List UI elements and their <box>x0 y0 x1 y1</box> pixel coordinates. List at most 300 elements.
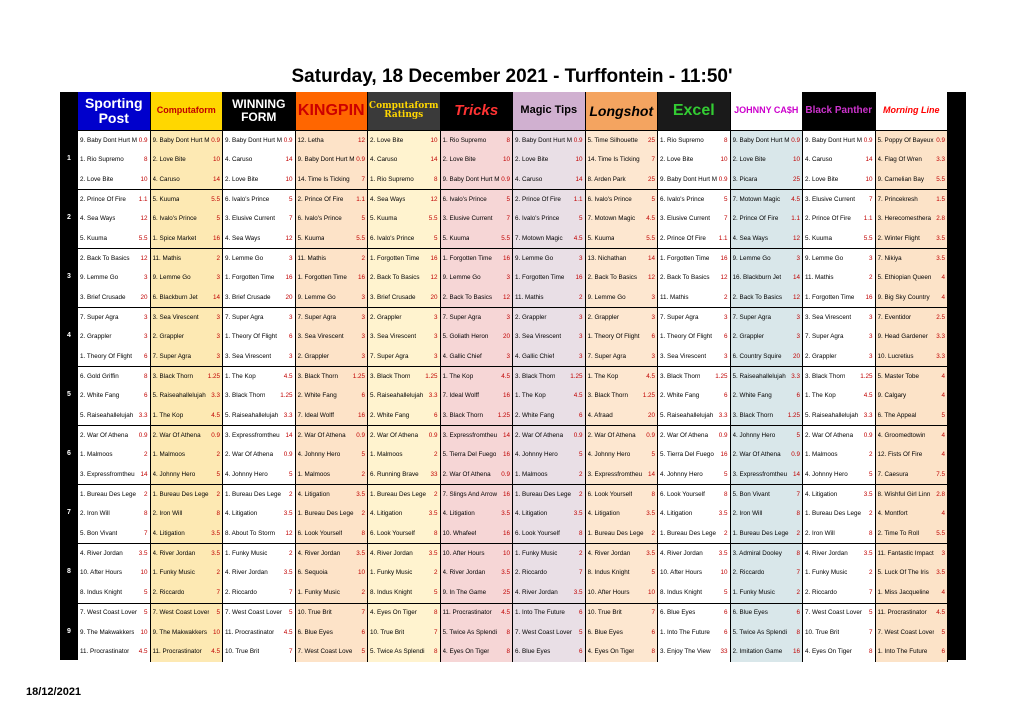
tip-cell <box>731 583 804 603</box>
horse-name: 3. Black Thorn <box>587 392 628 400</box>
horse-odds: 14 <box>285 156 293 164</box>
tip-cell <box>731 524 804 544</box>
horse-odds: 4 <box>941 373 945 381</box>
horse-odds: 5 <box>723 471 728 479</box>
horse-name: 1. Forgotten Time <box>225 274 275 282</box>
horse-odds: 3.5 <box>283 510 293 518</box>
horse-odds: 1.1 <box>138 195 148 203</box>
horse-odds: 14 <box>212 293 220 301</box>
horse-name: 9. Carnelian Bay <box>877 175 925 183</box>
tip-cell <box>876 622 949 642</box>
tip-cell <box>368 327 441 347</box>
horse-odds: 2 <box>433 491 438 499</box>
horse-odds: 12 <box>502 293 510 301</box>
tip-cell <box>441 228 514 248</box>
tip-cell <box>368 130 441 150</box>
tip-cell <box>151 268 224 288</box>
tip-cell <box>223 563 296 583</box>
horse-name: 2. Love Bite <box>370 136 404 144</box>
horse-name: 9. Calgary <box>877 392 907 400</box>
tip-cell <box>296 445 369 465</box>
tip-cell <box>586 268 659 288</box>
horse-name: 9. The Makwakkers <box>152 628 207 636</box>
horse-odds: 5 <box>578 628 583 636</box>
horse-odds: 8 <box>361 530 365 538</box>
tip-cell <box>803 406 876 426</box>
horse-odds: 4.5 <box>573 234 583 242</box>
tip-cell <box>368 347 441 367</box>
horse-odds: 2 <box>578 293 583 301</box>
horse-name: 1. Bureau Des Lege <box>152 491 209 499</box>
tip-cell <box>78 347 151 367</box>
horse-name: 9. Lemme Go <box>587 293 626 301</box>
horse-name: 6. Look Yourself <box>297 530 343 538</box>
horse-odds: 10 <box>285 175 293 183</box>
horse-name: 2. Grappler <box>297 352 329 360</box>
horse-name: 9. Baby Dont Hurt M <box>805 136 862 144</box>
tip-cell <box>151 130 224 150</box>
tip-cell <box>731 642 804 662</box>
tip-cell <box>731 484 804 504</box>
horse-name: 1. The Kop <box>152 411 184 419</box>
tip-cell <box>803 288 876 308</box>
tip-cell <box>513 307 586 327</box>
horse-name: 2. Iron Will <box>732 510 763 518</box>
horse-name: 2. Imitation Game <box>732 648 783 656</box>
horse-odds: 3.5 <box>646 510 655 518</box>
tip-cell <box>151 406 224 426</box>
tip-cell <box>513 209 586 229</box>
horse-name: 2. Back To Basics <box>442 293 493 301</box>
horse-odds: 0.9 <box>283 136 293 144</box>
horse-name: 7. Motown Magic <box>515 234 563 242</box>
horse-odds: 16 <box>357 274 365 282</box>
horse-name: 2. Iron Will <box>152 510 183 518</box>
tip-cell <box>78 327 151 347</box>
horse-odds: 3 <box>506 352 510 360</box>
horse-odds: 3.5 <box>936 234 945 242</box>
horse-odds: 3.5 <box>428 550 438 558</box>
horse-name: 1. Into The Future <box>515 609 565 617</box>
horse-name: 3. Expressfromtheu <box>442 432 498 440</box>
tip-cell <box>151 386 224 406</box>
horse-name: 1. Funky Music <box>732 589 775 597</box>
horse-odds: 6 <box>723 333 728 341</box>
horse-name: 5. Kuuma <box>297 234 325 242</box>
horse-name: 1. Forgotten Time <box>805 293 855 301</box>
horse-name: 4. Litigation <box>152 530 185 538</box>
horse-name: 8. Indus Knight <box>660 589 703 597</box>
tip-cell <box>876 642 949 662</box>
horse-name: 2. White Fang <box>370 411 410 419</box>
tip-cell <box>658 386 731 406</box>
horse-name: 11. Fantastic Impact <box>877 550 934 558</box>
horse-odds: 14 <box>430 156 438 164</box>
tip-cell <box>151 622 224 642</box>
tip-cell <box>731 504 804 524</box>
horse-name: 14. Time Is Ticking <box>587 156 640 164</box>
horse-name: 2. War Of Athena <box>80 432 129 440</box>
tip-cell <box>223 524 296 544</box>
tip-cell <box>78 504 151 524</box>
tip-cell <box>151 563 224 583</box>
horse-name: 2. War Of Athena <box>370 432 419 440</box>
horse-name: 5. Poppy Of Bayeux <box>877 136 934 144</box>
horse-name: 10. True Brit <box>587 609 622 617</box>
horse-odds: 1.25 <box>860 373 873 381</box>
horse-name: 6. Country Squire <box>732 352 782 360</box>
horse-odds: 7 <box>796 491 800 499</box>
horse-name: 2. Iron Will <box>80 510 110 518</box>
tip-cell <box>513 563 586 583</box>
horse-name: 1. Theory Of Flight <box>587 333 640 341</box>
tip-cell <box>441 386 514 406</box>
tip-cell <box>296 189 369 209</box>
tip-cell <box>803 327 876 347</box>
horse-odds: 2 <box>578 491 583 499</box>
tip-cell <box>731 347 804 367</box>
horse-name: 3. Sea Virescent <box>515 333 562 341</box>
horse-name: 2. Love Bite <box>805 175 839 183</box>
horse-name: 3. Black Thorn <box>152 373 193 381</box>
horse-odds: 16 <box>357 411 365 419</box>
horse-name: 1. Malmoos <box>80 451 113 459</box>
horse-odds: 3 <box>723 352 728 360</box>
tip-cell <box>368 406 441 426</box>
horse-name: 1. Spice Market <box>152 234 197 242</box>
horse-odds: 4.5 <box>501 609 510 617</box>
horse-odds: 10 <box>140 628 148 636</box>
tip-cell <box>513 130 586 150</box>
tip-cell <box>296 504 369 524</box>
horse-odds: 5.5 <box>646 234 655 242</box>
horse-odds: 0.9 <box>428 432 438 440</box>
horse-odds: 3 <box>216 352 220 360</box>
horse-odds: 3 <box>506 274 510 282</box>
horse-name: 4. Litigation <box>442 510 475 518</box>
horse-name: 1. Funky Music <box>225 550 268 558</box>
tip-cell <box>803 445 876 465</box>
horse-odds: 20 <box>430 293 438 301</box>
tip-cell <box>803 366 876 386</box>
tip-cell <box>731 288 804 308</box>
horse-name: 2. Love Bite <box>515 156 549 164</box>
horse-name: 4. Flag Of Wren <box>877 156 922 164</box>
horse-odds: 8 <box>651 648 655 656</box>
horse-odds: 3.5 <box>573 589 583 597</box>
tip-cell <box>803 228 876 248</box>
horse-name: 5. Raiseahallelujah <box>732 373 786 381</box>
tip-cell <box>296 366 369 386</box>
horse-odds: 5 <box>723 195 728 203</box>
tip-cell <box>513 425 586 445</box>
page-title: Saturday, 18 December 2021 - Turffontein - 11:50' <box>291 66 733 87</box>
horse-odds: 8 <box>433 175 438 183</box>
horse-name: 2. Grappler <box>152 333 184 341</box>
horse-odds: 6 <box>796 609 800 617</box>
horse-odds: 6 <box>941 648 945 656</box>
horse-odds: 10 <box>430 136 438 144</box>
tip-cell <box>658 603 731 623</box>
horse-odds: 0.9 <box>138 432 148 440</box>
horse-name: 7. Super Agra <box>442 314 482 322</box>
tip-cell <box>368 504 441 524</box>
horse-name: 2. War Of Athena <box>442 471 491 479</box>
tip-cell <box>803 543 876 563</box>
tip-cell <box>368 445 441 465</box>
tip-cell <box>78 406 151 426</box>
tip-cell <box>658 248 731 268</box>
tip-cell <box>513 366 586 386</box>
horse-name: 3. Enjoy The View <box>660 648 711 656</box>
tip-cell <box>441 169 514 189</box>
horse-odds: 3 <box>361 314 365 322</box>
horse-name: 7. West Coast Lover <box>805 609 862 617</box>
horse-name: 1. Forgotten Time <box>660 254 710 262</box>
horse-name: 2. War Of Athena <box>152 432 201 440</box>
horse-name: 7. Super Agra <box>80 314 119 322</box>
tip-cell <box>876 524 949 544</box>
tip-cell <box>876 347 949 367</box>
tip-cell <box>151 504 224 524</box>
horse-odds: 3 <box>216 314 220 322</box>
tip-cell <box>658 130 731 150</box>
horse-name: 7. Super Agra <box>587 352 627 360</box>
column-header: KINGPIN <box>296 92 369 130</box>
horse-name: 2. Prince Of Fire <box>515 195 561 203</box>
horse-odds: 2 <box>216 491 220 499</box>
tip-cell <box>78 248 151 268</box>
horse-odds: 6 <box>651 628 655 636</box>
tip-cell <box>513 603 586 623</box>
horse-odds: 20 <box>285 293 293 301</box>
horse-name: 3. Expressfromtheu <box>80 471 135 479</box>
tip-cell <box>658 189 731 209</box>
horse-odds: 6 <box>796 392 800 400</box>
horse-odds: 8 <box>143 510 148 518</box>
horse-odds: 5.5 <box>428 215 438 223</box>
horse-name: 2. Riccardo <box>732 569 765 577</box>
column-header: Computaform Ratings <box>368 92 441 130</box>
tip-cell <box>658 563 731 583</box>
tip-cell <box>513 465 586 485</box>
horse-name: 4. Caruso <box>225 156 253 164</box>
column-header: Black Panther <box>803 92 876 130</box>
horse-name: 4. Caruso <box>805 156 833 164</box>
horse-odds: 25 <box>647 136 655 144</box>
horse-name: 1. The Kop <box>805 392 836 400</box>
race-number: 8 <box>67 568 71 576</box>
tip-cell <box>368 524 441 544</box>
tip-cell <box>658 150 731 170</box>
horse-odds: 3 <box>143 333 148 341</box>
tip-cell <box>223 130 296 150</box>
horse-name: 6. Blue Eyes <box>297 628 333 636</box>
horse-odds: 25 <box>502 589 510 597</box>
tip-cell <box>441 425 514 445</box>
horse-name: 4. Litigation <box>515 510 548 518</box>
horse-odds: 3.5 <box>211 550 220 558</box>
horse-name: 4. Groomedtowin <box>877 432 926 440</box>
horse-name: 4. Caruso <box>370 156 398 164</box>
horse-odds: 0.9 <box>573 432 583 440</box>
horse-name: 7. West Coast Lover <box>877 628 935 636</box>
horse-odds: 5.5 <box>501 234 510 242</box>
tip-cell <box>223 150 296 170</box>
horse-odds: 14 <box>502 432 510 440</box>
horse-name: 3. Sea Virescent <box>805 314 852 322</box>
horse-name: 5. Raiseahallelujah <box>660 411 714 419</box>
horse-name: 10. True Brit <box>297 609 332 617</box>
horse-name: 10. True Brit <box>370 628 405 636</box>
horse-name: 1. Malmoos <box>805 451 838 459</box>
horse-odds: 7 <box>578 569 583 577</box>
horse-name: 2. War Of Athena <box>660 432 709 440</box>
horse-odds: 5 <box>288 471 293 479</box>
horse-name: 7. Caesura <box>877 471 909 479</box>
tip-cell <box>586 465 659 485</box>
tip-cell <box>658 504 731 524</box>
horse-name: 4. Afraad <box>587 411 613 419</box>
horse-odds: 6 <box>723 392 728 400</box>
horse-name: 9. Baby Dont Hurt M <box>297 156 355 164</box>
horse-odds: 5.5 <box>356 234 365 242</box>
tip-cell <box>441 327 514 347</box>
horse-name: 8. Wishful Girl Linn <box>877 491 931 499</box>
horse-name: 2. Back To Basics <box>370 274 420 282</box>
horse-odds: 8 <box>143 373 148 381</box>
horse-odds: 5 <box>506 195 510 203</box>
horse-odds: 4.5 <box>211 648 220 656</box>
horse-odds: 3 <box>433 333 438 341</box>
horse-odds: 0.9 <box>573 136 583 144</box>
horse-odds: 3 <box>288 314 293 322</box>
horse-odds: 12 <box>647 274 655 282</box>
race-number: 9 <box>67 627 71 635</box>
tip-cell <box>368 169 441 189</box>
horse-odds: 0.9 <box>356 432 365 440</box>
column-header: Computaform <box>151 92 224 130</box>
tip-cell <box>731 228 804 248</box>
horse-name: 4. River Jordan <box>152 550 196 558</box>
horse-name: 1. Funky Music <box>370 569 413 577</box>
horse-name: 9. In The Game <box>442 589 487 597</box>
horse-odds: 8 <box>723 136 728 144</box>
horse-odds: 3 <box>578 352 583 360</box>
horse-name: 5. Kuuma <box>587 234 615 242</box>
tip-cell <box>223 386 296 406</box>
horse-name: 2. Love Bite <box>660 156 694 164</box>
horse-name: 5. Time Silhouette <box>587 136 638 144</box>
tip-cell <box>223 307 296 327</box>
tip-cell <box>658 307 731 327</box>
horse-name: 1. Theory Of Flight <box>225 333 278 341</box>
tip-cell <box>151 150 224 170</box>
horse-odds: 4 <box>941 510 945 518</box>
horse-odds: 14 <box>792 471 800 479</box>
horse-name: 5. Ethiopian Queen <box>877 274 932 282</box>
horse-name: 2. Love Bite <box>442 156 476 164</box>
horse-odds: 3 <box>796 333 800 341</box>
horse-odds: 14 <box>140 471 148 479</box>
tip-cell <box>441 366 514 386</box>
tip-cell <box>731 603 804 623</box>
horse-name: 2. Winter Flight <box>877 234 920 242</box>
horse-odds: 5 <box>868 471 873 479</box>
horse-odds: 2 <box>578 550 583 558</box>
tip-cell <box>731 425 804 445</box>
race-number: 3 <box>67 272 71 280</box>
horse-name: 10. After Hours <box>660 569 702 577</box>
horse-odds: 12 <box>430 274 438 282</box>
horse-name: 3. Sea Virescent <box>152 314 199 322</box>
horse-odds: 3 <box>288 254 293 262</box>
tip-cell <box>658 445 731 465</box>
horse-odds: 14 <box>212 175 220 183</box>
horse-odds: 3 <box>868 254 873 262</box>
horse-odds: 5 <box>796 432 800 440</box>
horse-name: 10. After Hours <box>587 589 630 597</box>
horse-odds: 8 <box>651 491 655 499</box>
horse-odds: 1.25 <box>642 392 655 400</box>
horse-odds: 6 <box>723 628 728 636</box>
tip-cell <box>441 484 514 504</box>
horse-name: 1. Bureau Des Lege <box>225 491 282 499</box>
tip-cell <box>296 228 369 248</box>
tip-cell <box>78 130 151 150</box>
tip-cell <box>151 465 224 485</box>
horse-name: 7. Super Agra <box>732 314 772 322</box>
horse-name: 1. Malmoos <box>515 471 548 479</box>
horse-name: 1. The Kop <box>225 373 256 381</box>
horse-odds: 7 <box>288 648 293 656</box>
horse-odds: 5 <box>433 234 438 242</box>
horse-odds: 3 <box>143 274 148 282</box>
tip-cell <box>441 189 514 209</box>
horse-odds: 3 <box>143 314 148 322</box>
horse-name: 9. Baby Dont Hurt M <box>515 136 572 144</box>
tip-cell <box>441 130 514 150</box>
tip-cell <box>586 169 659 189</box>
horse-name: 7. Nikiya <box>877 254 902 262</box>
horse-name: 2. Riccardo <box>515 569 547 577</box>
tip-cell <box>658 543 731 563</box>
horse-odds: 1.25 <box>787 411 800 419</box>
horse-name: 4. River Jordan <box>80 550 123 558</box>
horse-odds: 3.5 <box>863 550 873 558</box>
horse-odds: 10 <box>720 156 728 164</box>
horse-name: 2. Prince Of Fire <box>297 195 344 203</box>
horse-odds: 10 <box>357 569 365 577</box>
tip-cell <box>151 189 224 209</box>
race-side-column <box>948 92 966 660</box>
tip-cell <box>586 189 659 209</box>
horse-name: 2. Back To Basics <box>587 274 638 282</box>
horse-odds: 3 <box>796 314 800 322</box>
horse-name: 1. Malmoos <box>297 471 331 479</box>
horse-name: 7. Super Agra <box>297 314 337 322</box>
horse-odds: 3.3 <box>936 352 945 360</box>
tip-cell <box>876 563 949 583</box>
horse-name: 5. Kuuma <box>442 234 470 242</box>
tip-cell <box>658 327 731 347</box>
tip-cell <box>658 406 731 426</box>
tip-cell <box>296 327 369 347</box>
horse-name: 1. Forgotten Time <box>442 254 492 262</box>
horse-name: 3. Black Thorn <box>225 392 266 400</box>
tip-cell <box>151 307 224 327</box>
tip-cell <box>803 130 876 150</box>
